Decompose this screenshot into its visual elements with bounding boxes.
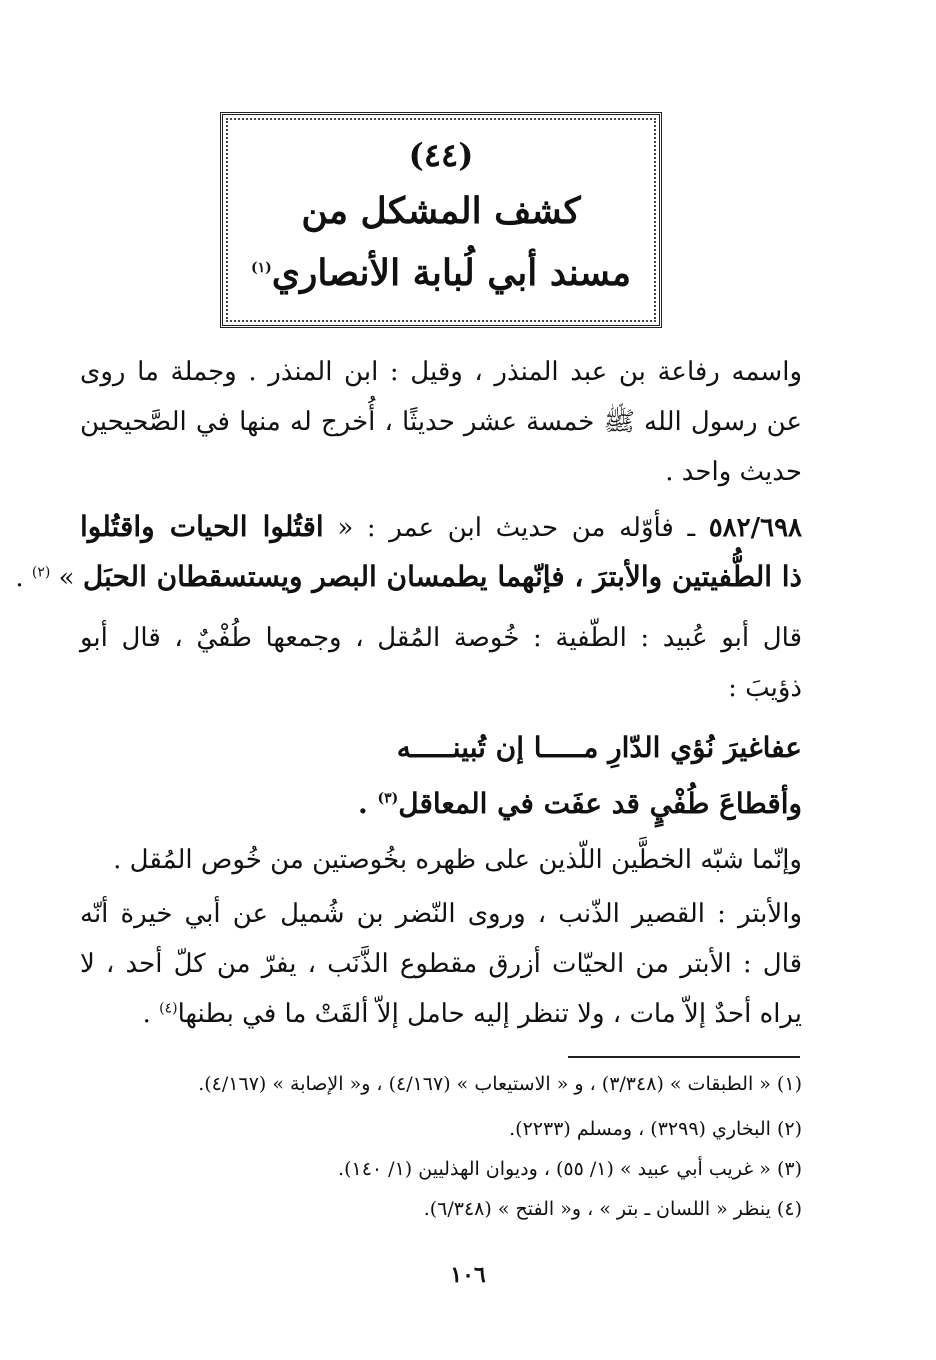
intro-line-2: عن رسول الله ﷺ خمسة عشر حديثًا ، أُخرج له منها في الصَّحيحين — [80, 407, 802, 437]
after-verse-line: وإنّما شبّه الخطَّين اللّذين على ظهره بخُوصتين من خُوص المُقل . — [113, 845, 802, 875]
footnote-ref: (٢) — [31, 564, 51, 581]
footnote-ref: (٤) — [159, 1000, 178, 1017]
abu-ubaid-line-1: قال أبو عُبيد : الطّفية : خُوصة المُقل ، وجمعها طُفْيٌ ، قال أبو — [80, 623, 802, 653]
chapter-title-line-1: كشف المشكل من — [301, 190, 581, 232]
chapter-title-frame — [220, 112, 662, 328]
intro-line-1: واسمه رفاعة بن عبد المنذر ، وقيل : ابن المنذر . وجملة ما روى — [80, 357, 802, 387]
footnote-separator — [568, 1056, 800, 1058]
page-number: ١٠٦ — [450, 1262, 486, 1288]
hadith-close: » — [58, 563, 75, 593]
footnote-2: (٢) البخاري (٣٢٩٩) ، ومسلم (٢٢٣٣). — [509, 1118, 802, 1140]
footnote-ref: (١) — [251, 260, 272, 276]
abu-ubaid-line-2: ذؤيبَ : — [728, 673, 802, 703]
hadith-text-2: ذا الطُّفيتين والأبترَ ، فإنّهما يطمسان البصر ويستسقطان الحبَل — [82, 560, 802, 593]
intro-line-3: حديث واحد . — [665, 457, 802, 487]
abtar-text-3: يراه أحدٌ إلاّ مات ، ولا تنظر إليه حامل إلاّ ألقَتْ ما في بطنها — [177, 999, 802, 1029]
footnote-3: (٣) « غريب أبي عبيد » (١/ ٥٥) ، وديوان الهذليين (١/ ١٤٠). — [338, 1158, 802, 1180]
hadith-number: ٥٨٢/٦٩٨ — [708, 513, 803, 543]
chapter-title — [226, 118, 656, 322]
abtar-line-1: والأبتر : القصير الذّنب ، وروى النّضر بن شُميل عن أبي خيرة أنّه — [80, 899, 802, 929]
footnote-1: (١) « الطبقات » (٣/٣٤٨) ، و « الاستيعاب » (٤/١٦٧) ، و« الإصابة » (٤/١٦٧). — [198, 1073, 802, 1095]
verse-hemistich-2: وأقطاعَ طُفْيٍ قد عفَت في المعاقل$^{(٣)}$ . — [358, 787, 802, 820]
chapter-title-line-2 — [228, 242, 654, 304]
footnote-ref: (٣) — [377, 790, 399, 807]
abtar-line-2: قال : الأبتر من الحيّات أزرق مقطوع الذَّنَب ، يفرّ من كلّ أحد ، لا — [80, 949, 802, 979]
hadith-text-1: اقتُلوا الحيات واقتُلوا — [80, 510, 324, 543]
hadith-line-2: ذا الطُّفيتين والأبترَ ، فإنّهما يطمسان البصر ويستسقطان الحبَل » $^{(٢)}$ . — [15, 560, 802, 593]
hadith-line-1 — [80, 507, 802, 548]
verse-text-2: وأقطاعَ طُفْيٍ قد عفَت في المعاقل — [398, 787, 802, 820]
abtar-line-3: يراه أحدٌ إلاّ مات ، ولا تنظر إليه حامل إلاّ ألقَتْ ما في بطنها$^{(٤)}$ . — [142, 999, 802, 1029]
verse-hemistich-1: عفاغيرَ نُؤي الدّارِ مـــــا إن تُبينـــــه — [396, 731, 802, 764]
footnote-4: (٤) ينظر « اللسان ـ بتر » ، و« الفتح » (٦/٣٤٨). — [423, 1198, 802, 1220]
chapter-title-text: مسند أبي لُبابة الأنصاري — [271, 252, 631, 294]
hadith-lead: ـ فأوّله من حديث ابن عمر : « — [337, 513, 696, 543]
chapter-number: (٤٤) — [408, 136, 474, 174]
